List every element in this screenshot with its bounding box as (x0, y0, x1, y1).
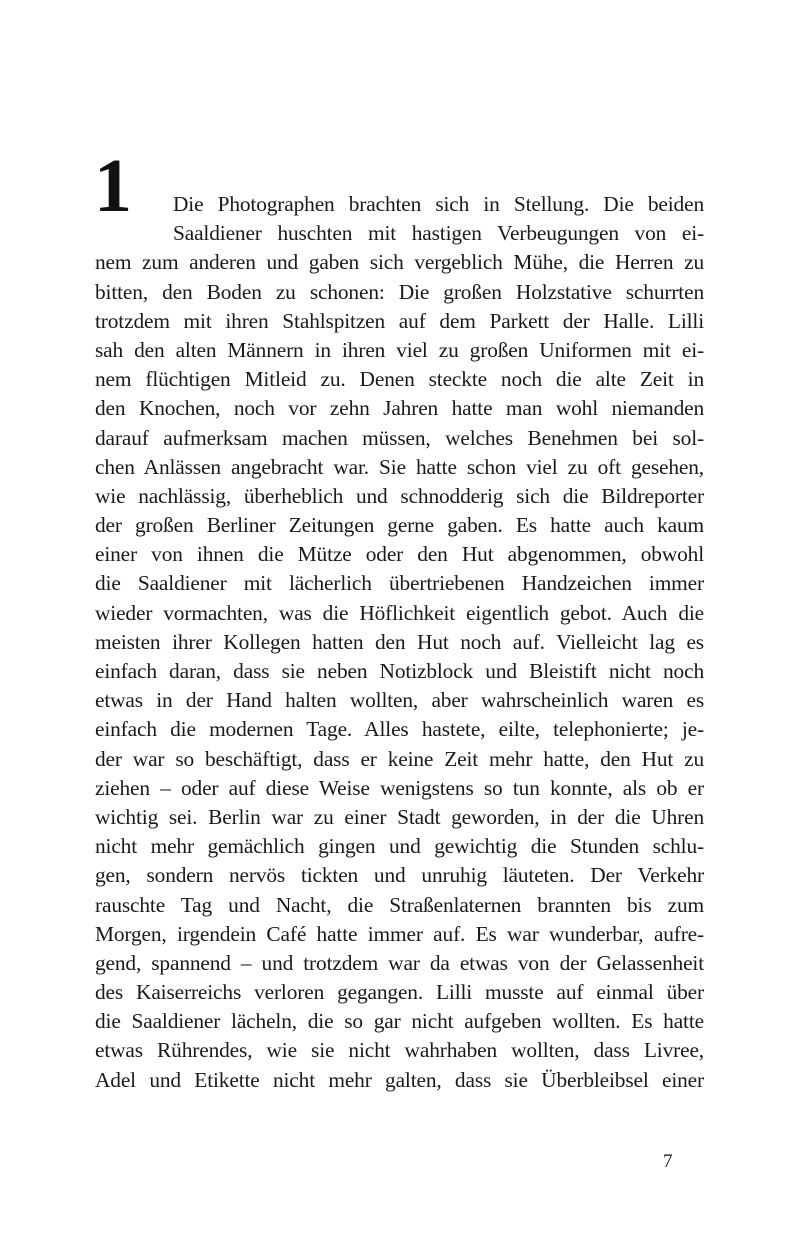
text-line: Saaldiener huschten mit hastigen Verbeugungen von ei- (173, 221, 704, 246)
text-line: etwas Rührendes, wie sie nicht wahrhaben wollten, dass Livree, (95, 1038, 704, 1063)
page-number: 7 (663, 1151, 673, 1172)
text-line: einfach die modernen Tage. Alles hastete, eilte, telephonierte; je- (95, 717, 704, 742)
text-line: chen Anlässen angebracht war. Sie hatte schon viel zu oft gesehen, (95, 454, 704, 479)
text-line: Die Photographen brachten sich in Stellung. Die beiden (173, 192, 704, 216)
text-line: nicht mehr gemächlich gingen und gewichtig die Stunden schlu- (95, 834, 704, 859)
text-line: darauf aufmerksam machen müssen, welches Benehmen bei sol- (95, 425, 704, 450)
chapter-number: 1 (94, 144, 132, 228)
text-line: gend, spannend – und trotzdem war da etwas von der Gelassenheit (95, 950, 704, 975)
text-line: der großen Berliner Zeitungen gerne gaben. Es hatte auch kaum (95, 513, 704, 538)
text-line: Adel und Etikette nicht mehr galten, dass sie Überbleibsel einer (95, 1067, 704, 1092)
text-line: der war so beschäftigt, dass er keine Zeit mehr hatte, den Hut zu (95, 746, 704, 771)
text-line: gen, sondern nervös tickten und unruhig läuteten. Der Verkehr (95, 863, 704, 888)
text-line: wichtig sei. Berlin war zu einer Stadt geworden, in der die Uhren (95, 804, 704, 829)
text-line: ziehen – oder auf diese Weise wenigstens so tun konnte, als ob er (95, 775, 704, 800)
text-line: rauschte Tag und Nacht, die Straßenlaternen brannten bis zum (95, 892, 704, 917)
text-line: einfach daran, dass sie neben Notizblock und Bleistift nicht noch (95, 659, 704, 683)
text-line: trotzdem mit ihren Stahlspitzen auf dem Parkett der Halle. Lilli (95, 308, 704, 333)
text-line: die Saaldiener mit lächerlich übertriebenen Handzeichen immer (95, 571, 704, 596)
text-line: meisten ihrer Kollegen hatten den Hut noch auf. Vielleicht lag es (95, 629, 704, 654)
text-line: bitten, den Boden zu schonen: Die großen Holzstative schurrten (95, 279, 704, 304)
text-line: einer von ihnen die Mütze oder den Hut abgenommen, obwohl (95, 542, 704, 567)
text-line: die Saaldiener lächeln, die so gar nicht aufgeben wollten. Es hatte (95, 1009, 704, 1034)
chapter-paragraph (95, 190, 704, 1095)
text-line: wie nachlässig, überheblich und schnodderig sich die Bildreporter (95, 483, 704, 508)
text-line: des Kaiserreichs verloren gegangen. Lilli musste auf einmal über (95, 980, 704, 1005)
text-line: nem flüchtigen Mitleid zu. Denen steckte noch die alte Zeit in (95, 367, 704, 392)
text-line: sah den alten Männern in ihren viel zu großen Uniformen mit ei- (95, 337, 704, 362)
text-line: den Knochen, noch vor zehn Jahren hatte man wohl niemanden (95, 396, 704, 421)
text-line: etwas in der Hand halten wollten, aber wahrscheinlich waren es (95, 688, 704, 713)
text-line: wieder vormachten, was die Höflichkeit eigentlich gebot. Auch die (95, 600, 704, 625)
text-line: Morgen, irgendein Café hatte immer auf. Es war wunderbar, aufre- (95, 921, 704, 946)
text-line: nem zum anderen und gaben sich vergeblich Mühe, die Herren zu (95, 250, 704, 275)
